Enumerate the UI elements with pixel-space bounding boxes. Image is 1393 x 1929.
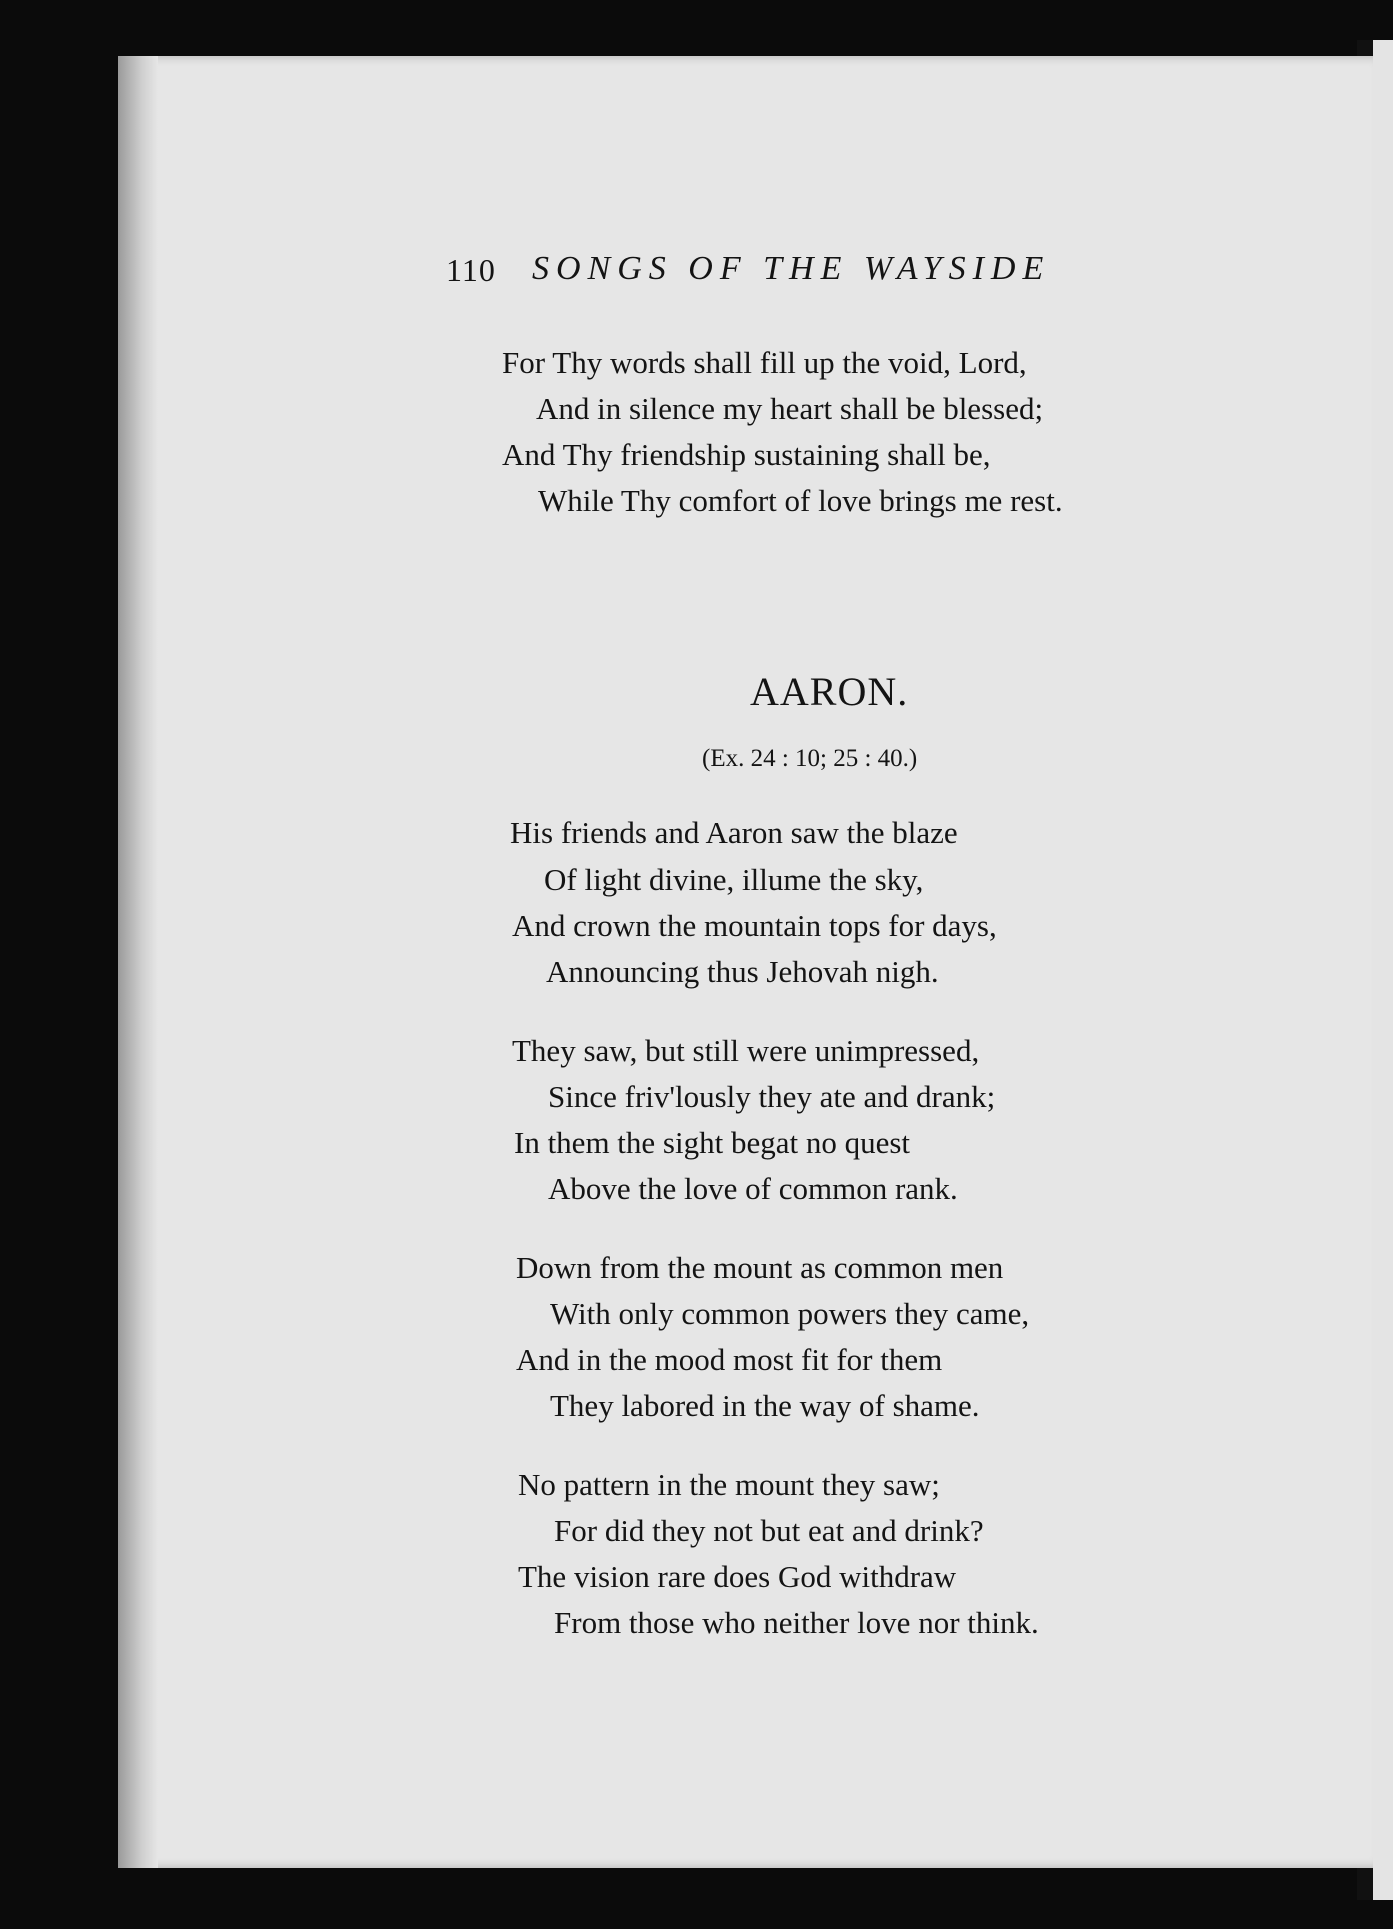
poem-line: And Thy friendship sustaining shall be, (502, 437, 991, 472)
poem-line: No pattern in the mount they saw; (518, 1467, 940, 1502)
poem-line: For did they not but eat and drink? (554, 1513, 984, 1548)
poem-line: And crown the mountain tops for days, (512, 908, 997, 943)
poem-line: While Thy comfort of love brings me rest. (538, 483, 1063, 518)
poem-line: They labored in the way of shame. (550, 1388, 980, 1423)
poem-line: The vision rare does God withdraw (518, 1559, 957, 1594)
poem-line: They saw, but still were unimpressed, (512, 1033, 980, 1068)
poem-line: In them the sight begat no quest (514, 1125, 911, 1160)
poem-title: AARON. (750, 669, 909, 714)
facing-page-edge (1373, 40, 1393, 1900)
poem-line: Above the love of common rank. (548, 1171, 958, 1206)
poem-line: Announcing thus Jehovah nigh. (546, 954, 939, 989)
poem-line: Down from the mount as common men (516, 1250, 1004, 1285)
poem-line: From those who neither love nor think. (554, 1605, 1039, 1640)
poem-line: Of light divine, illume the sky, (544, 862, 924, 897)
poem-line: For Thy words shall fill up the void, Lord, (502, 345, 1027, 380)
scripture-reference: (Ex. 24 : 10; 25 : 40.) (702, 745, 918, 772)
poem-line: With only common powers they came, (550, 1296, 1030, 1331)
page-stack-edge (118, 56, 158, 1868)
poem-line: Since friv'lously they ate and drank; (548, 1079, 996, 1114)
running-title: SONGS OF THE WAYSIDE (532, 250, 1051, 287)
page-number: 110 (446, 252, 496, 288)
poem-line: And in silence my heart shall be blessed; (536, 391, 1044, 426)
poem-line: And in the mood most fit for them (516, 1342, 943, 1377)
poem-line: His friends and Aaron saw the blaze (510, 815, 958, 850)
